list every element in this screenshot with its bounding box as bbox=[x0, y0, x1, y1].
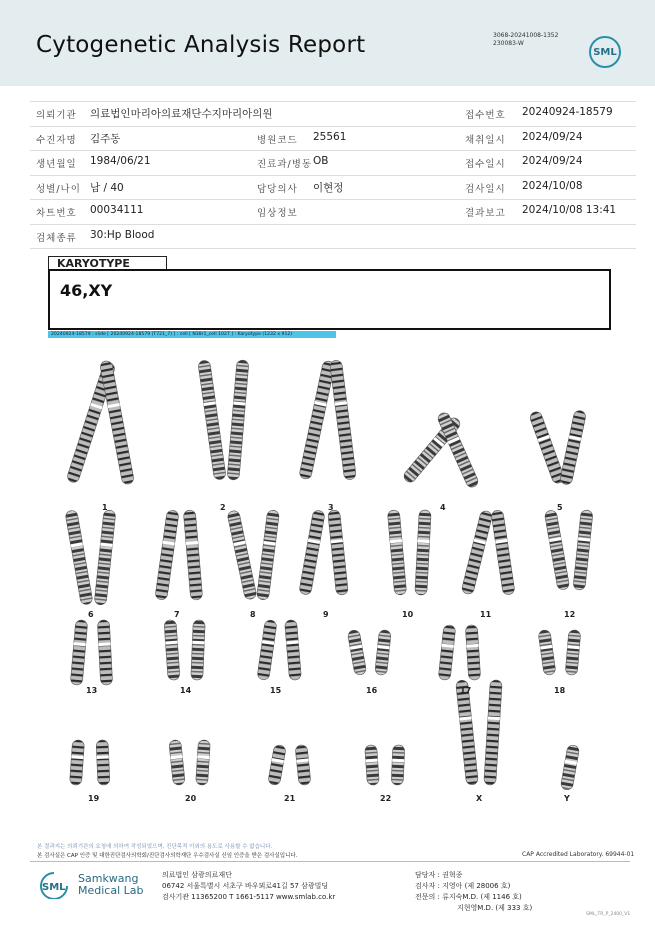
address-line-3: 검사기관 11365200 T 1661-5117 www.smlab.co.kr bbox=[162, 893, 336, 901]
chromosome-2 bbox=[198, 360, 227, 481]
chromosome-8 bbox=[256, 510, 279, 601]
info-label: 생년월일 bbox=[36, 159, 77, 170]
address-line-1: 의료법인 삼광의료재단 bbox=[162, 871, 232, 879]
chromosome-label: 3 bbox=[328, 503, 334, 512]
info-value: 00034111 bbox=[90, 204, 144, 216]
info-value: 2024/10/08 13:41 bbox=[522, 204, 617, 216]
footer-notice-2: 본 검사실은 CAP 인증 및 대한진단검사의학회/진단검사의학재단 우수검사실 신임 인증을 받은 검사실입니다. bbox=[37, 853, 298, 859]
info-label: 검체종류 bbox=[36, 232, 77, 244]
karyotype-result: 46,XY bbox=[60, 281, 113, 300]
staff-line-1: 담당자 : 권혁종 bbox=[415, 871, 463, 879]
chromosome-X bbox=[456, 680, 479, 786]
chromosome-label: 12 bbox=[564, 610, 576, 619]
chromosome-label: 16 bbox=[366, 686, 378, 695]
staff-line-2: 검사자 : 지영아 (제 28006 호) bbox=[415, 882, 511, 890]
chromosome-label: 9 bbox=[323, 610, 329, 619]
chromosome-17 bbox=[465, 625, 480, 681]
chromosome-18 bbox=[538, 629, 556, 675]
karyogram-image bbox=[40, 350, 620, 810]
chromosome-label: 20 bbox=[185, 794, 197, 803]
chromosome-label: 8 bbox=[250, 610, 256, 619]
chromosome-9 bbox=[299, 510, 326, 596]
info-value: 2024/09/24 bbox=[522, 130, 583, 143]
info-label: 수진자명 bbox=[36, 134, 77, 146]
info-row bbox=[30, 176, 636, 201]
samkwang-logo-icon bbox=[36, 871, 72, 899]
info-label: 결과보고 bbox=[465, 208, 506, 219]
chromosome-16 bbox=[375, 629, 392, 675]
chromosome-label: 15 bbox=[270, 686, 282, 695]
chromosome-11 bbox=[461, 510, 493, 595]
chromosome-20 bbox=[169, 739, 186, 785]
info-value: OB bbox=[313, 155, 329, 167]
chromosome-11 bbox=[491, 510, 515, 596]
info-label: 성별/나이 bbox=[36, 183, 81, 195]
info-label: 의뢰기관 bbox=[36, 110, 77, 121]
chromosome-label: 5 bbox=[557, 503, 563, 512]
chromosome-14 bbox=[164, 620, 180, 681]
report-reference bbox=[493, 32, 558, 48]
brand-line-2: Medical Lab bbox=[78, 884, 144, 897]
chromosome-3 bbox=[299, 360, 336, 480]
chromosome-15 bbox=[285, 620, 302, 681]
brand-line-1: Samkwang bbox=[78, 872, 139, 885]
cap-accreditation: CAP Accredited Laboratory. 69944-01 bbox=[522, 851, 635, 858]
info-label: 임상정보 bbox=[257, 208, 298, 219]
chromosome-9 bbox=[328, 510, 349, 596]
chromosome-label: 4 bbox=[440, 503, 446, 512]
chromosome-label: 13 bbox=[86, 686, 98, 695]
chromosome-label: 21 bbox=[284, 794, 296, 803]
chromosome-6 bbox=[94, 510, 116, 606]
info-label: 차트번호 bbox=[36, 208, 77, 219]
info-value: 김주동 bbox=[90, 132, 121, 145]
chromosome-1 bbox=[99, 360, 134, 485]
address-line-2: 06742 서울특별시 서초구 바우뫼로41길 57 삼광빌딩 bbox=[162, 882, 329, 890]
chromosome-18 bbox=[565, 630, 581, 676]
chromosome-16 bbox=[347, 629, 367, 675]
chromosome-6 bbox=[65, 510, 93, 606]
chromosome-label: 17 bbox=[460, 686, 472, 695]
chromosome-12 bbox=[544, 510, 570, 591]
patient-info-table bbox=[30, 101, 636, 249]
chromosome-13 bbox=[70, 620, 88, 686]
samkwang-brand bbox=[78, 873, 144, 897]
chromosome-7 bbox=[183, 510, 202, 601]
info-label: 진료과/병동 bbox=[257, 159, 313, 170]
chromosome-19 bbox=[96, 740, 110, 785]
sml-logo-text: SML bbox=[593, 46, 617, 58]
info-value: 1984/06/21 bbox=[90, 155, 151, 167]
chromosome-13 bbox=[97, 620, 112, 686]
chromosome-X bbox=[484, 680, 503, 786]
chromosome-10 bbox=[387, 510, 406, 596]
chromosome-5 bbox=[559, 410, 586, 486]
chromosome-label: 2 bbox=[220, 503, 226, 512]
chromosome-label: 11 bbox=[480, 610, 492, 619]
chromosome-8 bbox=[227, 510, 257, 601]
chromosome-2 bbox=[227, 360, 249, 481]
chromosome-21 bbox=[268, 744, 287, 785]
chromosome-20 bbox=[196, 740, 211, 786]
footer-address bbox=[162, 870, 335, 903]
chromosome-22 bbox=[391, 745, 405, 785]
info-label: 담당의사 bbox=[257, 183, 298, 195]
chromosome-14 bbox=[191, 620, 206, 680]
chromosome-label: 6 bbox=[88, 610, 94, 619]
karyotype-result-box bbox=[48, 269, 611, 330]
staff-line-3: 전문의 : 류지숙M.D. (제 1146 호) bbox=[415, 893, 522, 901]
footer-staff bbox=[415, 870, 532, 914]
info-label: 접수번호 bbox=[465, 110, 506, 121]
chromosome-label: Y bbox=[564, 794, 570, 803]
info-label: 채취일시 bbox=[465, 134, 506, 146]
info-row bbox=[30, 200, 636, 225]
info-row bbox=[30, 127, 636, 152]
info-value: 이현정 bbox=[313, 181, 344, 194]
karyotype-tab: KARYOTYPE bbox=[48, 256, 167, 270]
chromosome-label: 18 bbox=[554, 686, 566, 695]
info-label: 접수일시 bbox=[465, 159, 506, 170]
info-label: 병원코드 bbox=[257, 134, 298, 146]
info-value: 의료법인마리아의료재단수지마리아의원 bbox=[90, 108, 273, 120]
chromosome-label: 19 bbox=[88, 794, 100, 803]
chromosome-label: 7 bbox=[174, 610, 180, 619]
info-value: 2024/09/24 bbox=[522, 155, 583, 167]
chromosome-label: 10 bbox=[402, 610, 414, 619]
chromosome-22 bbox=[365, 745, 380, 786]
info-label: 검사일시 bbox=[465, 183, 506, 195]
chromosome-label: 1 bbox=[102, 503, 108, 512]
chromosome-label: 14 bbox=[180, 686, 192, 695]
chromosome-7 bbox=[155, 510, 179, 601]
report-title: Cytogenetic Analysis Report bbox=[36, 32, 366, 58]
info-value: 20240924-18579 bbox=[522, 106, 613, 118]
chromosome-5 bbox=[529, 410, 566, 485]
chromosome-19 bbox=[69, 740, 84, 786]
chromosome-label: 22 bbox=[380, 794, 392, 803]
info-value: 남 / 40 bbox=[90, 181, 124, 194]
info-row bbox=[30, 225, 636, 250]
chromosome-21 bbox=[295, 744, 311, 785]
chromosome-15 bbox=[257, 619, 277, 680]
svg-text:SML: SML bbox=[42, 882, 66, 893]
form-code: SML_TR_P_2400_V1 bbox=[586, 912, 631, 917]
reference-line-1: 3068-20241008-1352 bbox=[493, 32, 559, 39]
chromosome-17 bbox=[438, 625, 456, 681]
footer-notice-1: 본 결과지는 의뢰기관의 요청에 의하여 작성되었으며, 진단목적 이외의 용도로 사용할 수 없습니다. bbox=[37, 844, 273, 850]
info-row bbox=[30, 151, 636, 176]
info-row bbox=[30, 101, 636, 127]
staff-line-4: 지현영M.D. (제 333 호) bbox=[457, 904, 533, 912]
chromosome-label: X bbox=[476, 794, 483, 803]
chromosome-12 bbox=[573, 510, 593, 591]
info-value: 30:Hp Blood bbox=[90, 228, 155, 241]
chromosome-10 bbox=[415, 510, 431, 596]
chromosome-3 bbox=[330, 360, 357, 481]
sml-logo bbox=[589, 36, 621, 68]
slide-info-bar: 20240924-18579 : slide [ 20240924-18579 (T721_7) ] : cell [ N38r1_cell 1027 ] : Karyotype (1232 x 912) bbox=[48, 331, 336, 338]
info-value: 25561 bbox=[313, 130, 347, 143]
info-value: 2024/10/08 bbox=[522, 179, 583, 192]
chromosome-Y bbox=[560, 744, 580, 790]
reference-line-2: 230083-W bbox=[493, 40, 524, 47]
footer-divider bbox=[30, 861, 630, 862]
